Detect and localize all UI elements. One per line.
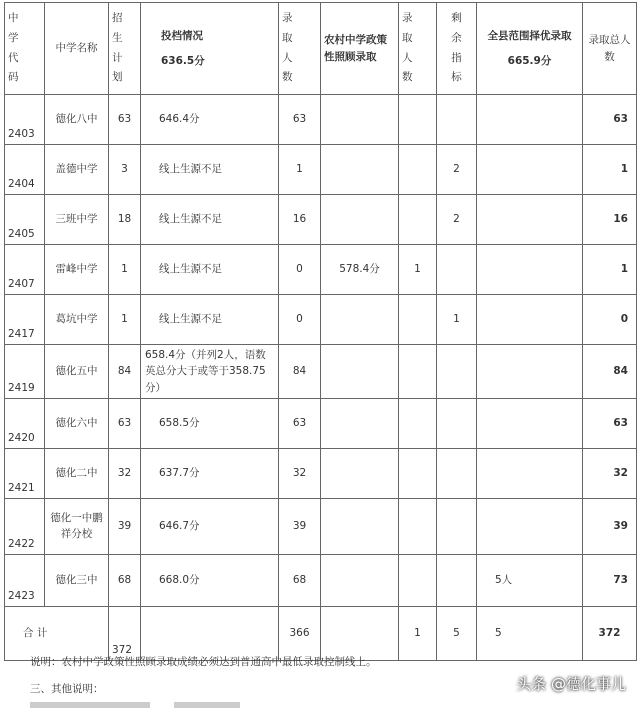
cell-admit: 84: [279, 345, 321, 399]
table-row: [5, 554, 637, 606]
cell-plan: 1: [109, 245, 141, 295]
cell-admit: 63: [279, 95, 321, 145]
header-toudang-score: 636.5分: [161, 54, 205, 67]
cell-rural-score: [321, 498, 399, 554]
cell-rural-admit: [399, 345, 437, 399]
cell-code: 2405: [5, 195, 45, 245]
cell-school-name: 盖德中学: [45, 145, 109, 195]
header-code-char: 中: [8, 11, 19, 24]
table-row: [5, 345, 637, 399]
header-plan-char: 计: [112, 51, 123, 64]
cell-rural-admit: [399, 145, 437, 195]
cell-county: [477, 95, 583, 145]
cell-rural-admit: [399, 95, 437, 145]
cell-school-name: 德化八中: [45, 95, 109, 145]
total-label: 合 计: [5, 606, 109, 660]
cell-rural-admit: [399, 554, 437, 606]
cell-county: [477, 245, 583, 295]
cell-school-name: 三班中学: [45, 195, 109, 245]
cell-rural-admit: [399, 448, 437, 498]
cell-toudang: 658.5分: [141, 398, 279, 448]
cell-total: 1: [583, 245, 637, 295]
cell-admit: 0: [279, 245, 321, 295]
cell-rural-score: 578.4分: [321, 245, 399, 295]
cell-school-name: 德化一中鹏祥分校: [45, 498, 109, 554]
table-body: [5, 95, 637, 607]
cell-code: 2422: [5, 498, 45, 554]
cell-total: 84: [583, 345, 637, 399]
cell-code: 2404: [5, 145, 45, 195]
cell-rural-score: [321, 554, 399, 606]
header-remain-char: 标: [451, 71, 462, 84]
header-remain: [437, 3, 477, 95]
cell-total: 16: [583, 195, 637, 245]
cell-code: 2419: [5, 345, 45, 399]
cell-rural-admit: [399, 398, 437, 448]
header-remain-char: 指: [451, 51, 462, 64]
cell-admit: 1: [279, 145, 321, 195]
cell-rural-score: [321, 448, 399, 498]
cell-toudang: 637.7分: [141, 448, 279, 498]
cell-rural-score: [321, 295, 399, 345]
cell-rural-score: [321, 398, 399, 448]
cell-plan: 63: [109, 398, 141, 448]
cell-rural-admit: [399, 498, 437, 554]
header-toudang: [141, 3, 279, 95]
header-plan-char: 划: [112, 71, 123, 84]
header-toudang-label: 投档情况: [161, 30, 203, 43]
cell-school-name: 德化六中: [45, 398, 109, 448]
table-row: [5, 245, 637, 295]
total-county: 5: [477, 606, 583, 660]
header-admit: [279, 3, 321, 95]
cell-toudang: 线上生源不足: [141, 145, 279, 195]
cell-total: 1: [583, 145, 637, 195]
table-row: [5, 145, 637, 195]
header-rural-admit-char: 人: [402, 51, 413, 64]
cell-toudang: 658.4分（并列2人，语数英总分大于或等于358.75分）: [141, 345, 279, 399]
header-plan: [109, 3, 141, 95]
header-code-char: 代: [8, 51, 19, 64]
header-admit-char: 录: [282, 11, 293, 24]
cell-county: [477, 498, 583, 554]
total-remain: 5: [437, 606, 477, 660]
cell-county: [477, 398, 583, 448]
header-rural-admit: [399, 3, 437, 95]
cell-code: 2423: [5, 554, 45, 606]
cell-code: 2417: [5, 295, 45, 345]
cell-county: [477, 345, 583, 399]
header-remain-char: 剩: [451, 11, 462, 24]
cell-total: 39: [583, 498, 637, 554]
cell-school-name: 葛坑中学: [45, 295, 109, 345]
total-toudang: [141, 606, 279, 660]
header-admit-char: 数: [282, 71, 293, 84]
cell-admit: 32: [279, 448, 321, 498]
cell-total: 63: [583, 95, 637, 145]
total-plan: 372: [109, 606, 141, 660]
header-total: 录取总人数: [583, 3, 637, 95]
cell-plan: 32: [109, 448, 141, 498]
cell-toudang: 线上生源不足: [141, 295, 279, 345]
cell-admit: 16: [279, 195, 321, 245]
header-plan-char: 招: [112, 11, 123, 24]
header-admit-char: 人: [282, 51, 293, 64]
cell-rural-admit: [399, 195, 437, 245]
cell-rural-admit: 1: [399, 245, 437, 295]
header-name: 中学名称: [45, 3, 109, 95]
cell-rural-score: [321, 195, 399, 245]
cell-county: 5人: [477, 554, 583, 606]
cell-remain: [437, 498, 477, 554]
cell-admit: 63: [279, 398, 321, 448]
table-row: [5, 195, 637, 245]
total-admit: 366: [279, 606, 321, 660]
cell-remain: 2: [437, 145, 477, 195]
cell-total: 0: [583, 295, 637, 345]
header-rural-admit-char: 取: [402, 31, 413, 44]
cell-plan: 1: [109, 295, 141, 345]
cell-plan: 18: [109, 195, 141, 245]
table-row: [5, 295, 637, 345]
cell-total: 32: [583, 448, 637, 498]
cell-toudang: 646.4分: [141, 95, 279, 145]
cell-remain: [437, 448, 477, 498]
cell-plan: 84: [109, 345, 141, 399]
header-county-label: 全县范围择优录取: [487, 30, 572, 43]
cell-county: [477, 448, 583, 498]
cell-code: 2421: [5, 448, 45, 498]
header-admit-char: 取: [282, 31, 293, 44]
header-code: [5, 3, 45, 95]
header-county-score: 665.9分: [507, 54, 552, 67]
cell-rural-admit: [399, 295, 437, 345]
cell-remain: [437, 398, 477, 448]
table-row: [5, 398, 637, 448]
cell-remain: [437, 95, 477, 145]
watermark: 头条 @德化事儿: [516, 675, 626, 693]
header-rural: 农村中学政策性照顾录取: [321, 3, 399, 95]
cell-admit: 0: [279, 295, 321, 345]
total-row: [5, 606, 637, 660]
cell-county: [477, 195, 583, 245]
table-row: [5, 448, 637, 498]
cell-code: 2403: [5, 95, 45, 145]
note-text: 说明：农村中学政策性照顾录取成绩必须达到普通高中最低录取控制线上。: [30, 656, 377, 668]
cell-total: 73: [583, 554, 637, 606]
header-code-char: 学: [8, 31, 19, 44]
header-row: [5, 3, 637, 95]
cell-remain: [437, 554, 477, 606]
cell-school-name: 德化五中: [45, 345, 109, 399]
admission-table: [4, 2, 637, 661]
header-county: [477, 3, 583, 95]
header-rural-admit-char: 数: [402, 71, 413, 84]
cell-code: 2420: [5, 398, 45, 448]
cell-plan: 39: [109, 498, 141, 554]
cell-plan: 68: [109, 554, 141, 606]
cell-school-name: 德化三中: [45, 554, 109, 606]
cell-admit: 39: [279, 498, 321, 554]
cell-county: [477, 145, 583, 195]
cell-county: [477, 295, 583, 345]
cell-school-name: 雷峰中学: [45, 245, 109, 295]
cell-toudang: 线上生源不足: [141, 195, 279, 245]
cell-toudang: 线上生源不足: [141, 245, 279, 295]
total-rural-admit: 1: [399, 606, 437, 660]
other-heading: 三、其他说明：: [30, 683, 104, 695]
cell-plan: 3: [109, 145, 141, 195]
header-plan-char: 生: [112, 31, 123, 44]
header-rural-admit-char: 录: [402, 11, 413, 24]
cell-code: 2407: [5, 245, 45, 295]
cell-remain: 1: [437, 295, 477, 345]
cell-rural-score: [321, 95, 399, 145]
header-remain-char: 余: [451, 31, 462, 44]
cell-school-name: 德化二中: [45, 448, 109, 498]
cell-toudang: 668.0分: [141, 554, 279, 606]
cell-remain: 2: [437, 195, 477, 245]
total-rural: [321, 606, 399, 660]
cell-admit: 68: [279, 554, 321, 606]
total-total: 372: [583, 606, 637, 660]
cell-rural-score: [321, 345, 399, 399]
cutoff-text-line: [30, 702, 330, 708]
table-row: [5, 498, 637, 554]
cell-total: 63: [583, 398, 637, 448]
cell-toudang: 646.7分: [141, 498, 279, 554]
cell-remain: [437, 245, 477, 295]
cell-plan: 63: [109, 95, 141, 145]
cell-remain: [437, 345, 477, 399]
cell-rural-score: [321, 145, 399, 195]
header-code-char: 码: [8, 71, 19, 84]
table-row: [5, 95, 637, 145]
